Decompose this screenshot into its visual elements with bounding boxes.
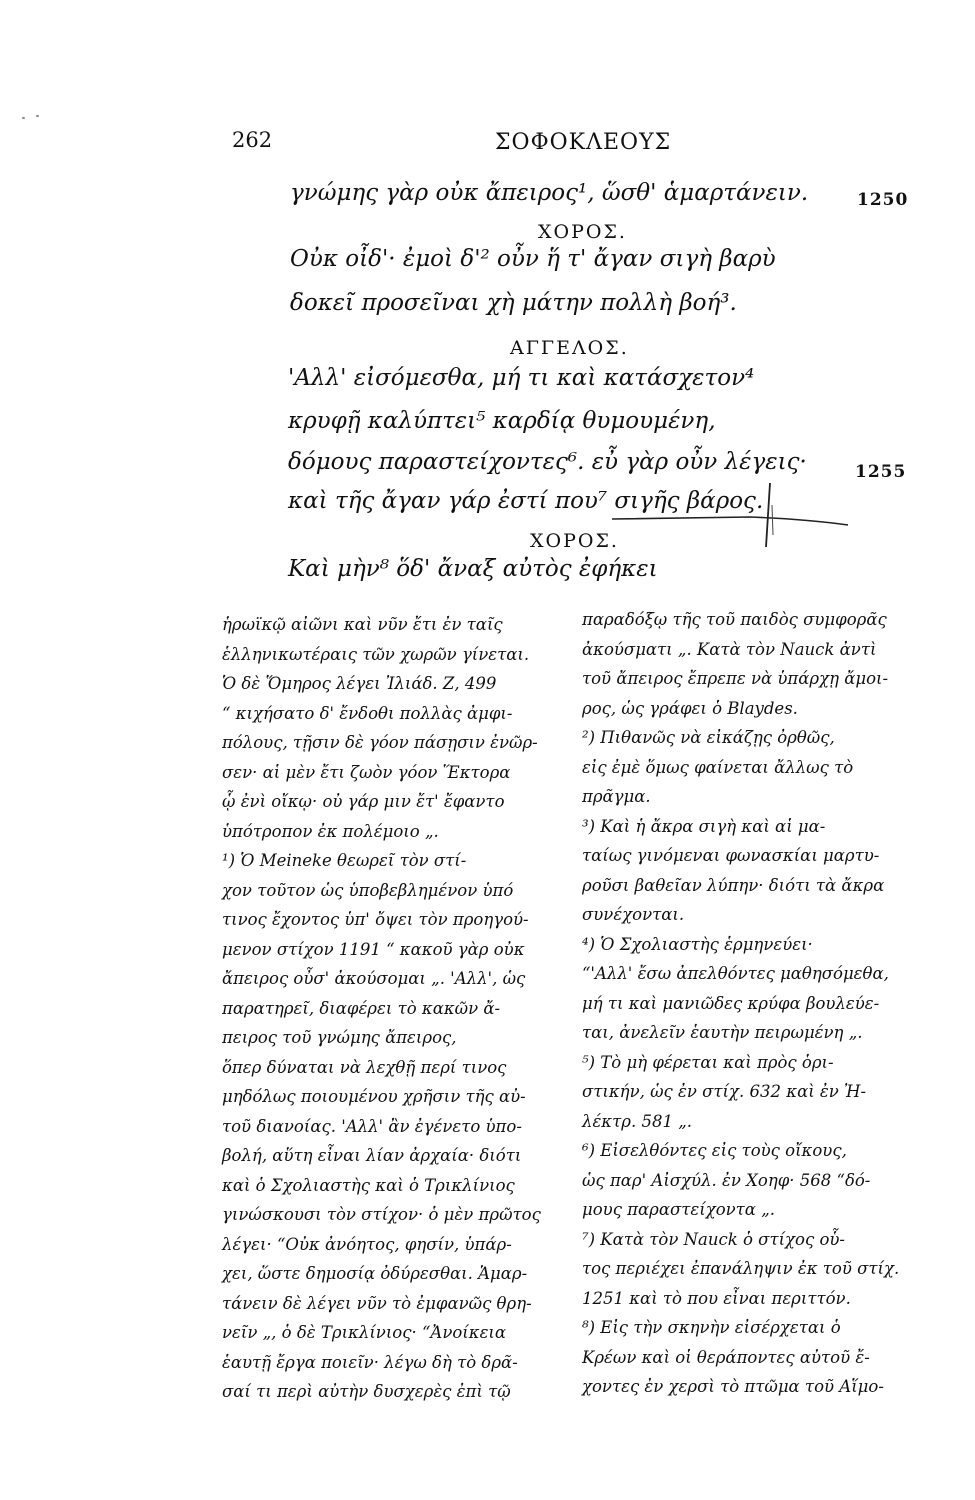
- footnote-line: πειρος τοῦ γνώμης ἄπειρος,: [222, 1028, 457, 1047]
- footnote-line: μηδόλως ποιουμένου χρῆσιν τῆς αὐ-: [222, 1087, 526, 1106]
- footnote-line: 1251 καὶ τὸ που εἶναι περιττόν.: [582, 1288, 851, 1308]
- line-number-1255: 1255: [855, 462, 907, 482]
- footnote-line: μους παραστείχοντα „.: [582, 1200, 775, 1219]
- speaker-label: ΧΟΡΟΣ.: [538, 221, 627, 243]
- footnote-line: ⁵) Τὸ μὴ φέρεται καὶ πρὸς ὁρι-: [582, 1052, 834, 1072]
- footnote-line: ἄπειρος οὖσ' ἀκούσομαι „. 'Αλλ', ὡς: [222, 969, 526, 988]
- footnote-line: ἑλληνικωτέραις τῶν χωρῶν γίνεται.: [222, 644, 530, 664]
- verse-line: 'Αλλ' εἰσόμεσθα, μή τι καὶ κατάσχετον⁴: [288, 365, 755, 391]
- footnote-line: ἑαυτῇ ἔργα ποιεῖν· λέγω δὴ τὸ δρᾶ-: [222, 1352, 518, 1372]
- footnote-line: καὶ ὁ Σχολιαστὴς καὶ ὁ Τρικλίνιος: [222, 1175, 515, 1195]
- footnote-line: τινος ἔχοντος ὑπ' ὄψει τὸν προηγού-: [222, 910, 529, 929]
- footnote-line: Ὁ δὲ Ὅμηρος λέγει Ἰλιάδ. Ζ, 499: [222, 674, 497, 693]
- footnote-line: ⁷) Κατὰ τὸν Nauck ὁ στίχος οὗ-: [582, 1229, 846, 1249]
- footnote-line: νεῖν „, ὁ δὲ Τρικλίνιος· “Ἀνοίκεια: [222, 1323, 507, 1342]
- running-title: ΣΟΦΟΚΛΕΟΥΣ: [495, 130, 672, 155]
- paper-speck: [22, 117, 25, 119]
- verse-line: δόμους παραστείχοντες⁶. εὖ γὰρ οὖν λέγεις·: [288, 449, 807, 475]
- footnote-line: τος περιέχει ἐπανάληψιν ἐκ τοῦ στίχ.: [582, 1259, 900, 1278]
- footnote-line: ⁴) Ὁ Σχολιαστὴς ἑρμηνεύει·: [582, 934, 813, 954]
- verse-line: δοκεῖ προσεῖναι χὴ μάτην πολλὴ βοή³.: [290, 290, 737, 316]
- footnote-line: ὡς παρ' Αἰσχύλ. ἐν Χοηφ· 568 “δό-: [582, 1170, 871, 1190]
- footnote-line: ται, ἀνελεῖν ἑαυτὴν πειρωμένη „.: [582, 1023, 863, 1042]
- footnote-line: μενον στίχον 1191 “ κακοῦ γὰρ οὐκ: [222, 939, 525, 959]
- footnote-line: παρατηρεῖ, διαφέρει τὸ κακῶν ἄ-: [222, 998, 501, 1018]
- footnote-line: ἀκούσματι „. Κατὰ τὸν Nauck ἀντὶ: [582, 639, 877, 659]
- footnote-line: ⁶) Εἰσελθόντες εἰς τοὺς οἴκους,: [582, 1141, 847, 1160]
- verse-line: Καὶ μὴν⁸ ὅδ' ἄναξ αὐτὸς ἐφήκει: [288, 556, 658, 582]
- verse-line: καὶ τῆς ἄγαν γάρ ἐστί που⁷ σιγῆς βάρος.: [288, 488, 764, 514]
- speaker-label: ΧΟΡΟΣ.: [530, 530, 619, 552]
- footnote-line: γινώσκουσι τὸν στίχον· ὁ μὲν πρῶτος: [222, 1205, 541, 1224]
- footnote-line: παραδόξῳ τῆς τοῦ παιδὸς συμφορᾶς: [582, 610, 887, 629]
- footnotes-right-column: [582, 605, 922, 1402]
- line-number-1250: 1250: [857, 190, 909, 210]
- footnote-line: σαί τι περὶ αὐτὴν δυσχερὲς ἐπὶ τῷ: [222, 1382, 511, 1401]
- verse-line: κρυφῇ καλύπτει⁵ καρδίᾳ θυμουμένη,: [288, 408, 716, 434]
- footnote-line: τοῦ ἄπειρος ἔπρεπε νὰ ὑπάρχῃ ἄμοι-: [582, 669, 889, 688]
- verse-line: Οὐκ οἶδ'· ἐμοὶ δ'² οὖν ἥ τ' ἄγαν σιγὴ βαρὺ: [290, 246, 776, 272]
- footnote-line: ρος, ὡς γράφει ὁ Blaydes.: [582, 698, 798, 718]
- footnote-line: σεν· αἱ μὲν ἔτι ζωὸν γόον Ἕκτορα: [222, 762, 511, 782]
- handwritten-pen-mark: [590, 475, 860, 555]
- footnote-line: στικήν, ὡς ἐν στίχ. 632 καὶ ἐν Ἠ-: [582, 1082, 867, 1101]
- footnote-line: χον τοῦτον ὡς ὑποβεβλημένον ὑπό: [222, 880, 514, 900]
- footnote-line: βολή, αὕτη εἶναι λίαν ἀρχαία· διότι: [222, 1146, 522, 1165]
- footnote-line: πρᾶγμα.: [582, 787, 651, 806]
- page-number: 262: [232, 128, 273, 152]
- verse-line: γνώμης γὰρ οὐκ ἄπειρος¹, ὥσθ' ἁμαρτάνειν.: [290, 180, 809, 206]
- footnote-line: συνέχονται.: [582, 905, 685, 924]
- footnote-line: λέκτρ. 581 „.: [582, 1111, 692, 1131]
- footnote-line: χει, ὥστε δημοσίᾳ ὀδύρεσθαι. Ἁμαρ-: [222, 1264, 528, 1283]
- footnote-line: μή τι καὶ μανιῶδες κρύφα βουλεύε-: [582, 993, 880, 1013]
- footnote-line: ⁸) Εἰς τὴν σκηνὴν εἰσέρχεται ὁ: [582, 1318, 841, 1337]
- footnote-line: Κρέων καὶ οἱ θεράποντες αὐτοῦ ἔ-: [582, 1347, 870, 1367]
- footnote-line: ᾧ ἐνὶ οἴκῳ· οὐ γάρ μιν ἔτ' ἔφαντο: [222, 792, 505, 811]
- footnote-line: πόλους, τῇσιν δὲ γόον πάσῃσιν ἐνῶρ-: [222, 733, 538, 752]
- footnote-line: ταίως γινόμεναι φωνασκίαι μαρτυ-: [582, 846, 880, 865]
- footnote-line: ²) Πιθανῶς νὰ εἰκάζῃς ὀρθῶς,: [582, 728, 835, 747]
- footnote-line: εἰς ἐμὲ ὅμως φαίνεται ἄλλως τὸ: [582, 757, 854, 777]
- footnote-line: τοῦ διανοίας. 'Αλλ' ἂν ἐγένετο ὑπο-: [222, 1116, 522, 1136]
- footnote-line: “'Αλλ' ἔσω ἀπελθόντες μαθησόμεθα,: [582, 964, 889, 983]
- footnote-line: ὅπερ δύναται νὰ λεχθῇ περί τινος: [222, 1057, 507, 1077]
- footnote-line: ὑπότροπον ἐκ πολέμοιο „.: [222, 821, 439, 841]
- speaker-label: ΑΓΓΕΛΟΣ.: [510, 337, 629, 359]
- footnote-line: “ κιχήσατο δ' ἔνδοθι πολλὰς ἀμφι-: [222, 703, 513, 723]
- footnote-line: λέγει· “Οὐκ ἀνόητος, φησίν, ὑπάρ-: [222, 1234, 512, 1254]
- footnote-line: τάνειν δὲ λέγει νῦν τὸ ἐμφανῶς θρη-: [222, 1293, 532, 1313]
- footnote-line: ἡρωϊκῷ αἰῶνι καὶ νῦν ἔτι ἐν ταῖς: [222, 615, 503, 634]
- footnotes-left-column: [222, 610, 552, 1407]
- paper-speck: [36, 115, 39, 117]
- footnote-line: ³) Καὶ ἡ ἄκρα σιγὴ καὶ αἱ μα-: [582, 816, 826, 836]
- footnote-line: ¹) Ὁ Meineke θεωρεῖ τὸν στί-: [222, 851, 467, 870]
- footnote-line: χοντες ἐν χερσὶ τὸ πτῶμα τοῦ Αἵμο-: [582, 1377, 884, 1396]
- footnote-line: ροῦσι βαθεῖαν λύπην· διότι τὰ ἄκρα: [582, 875, 885, 895]
